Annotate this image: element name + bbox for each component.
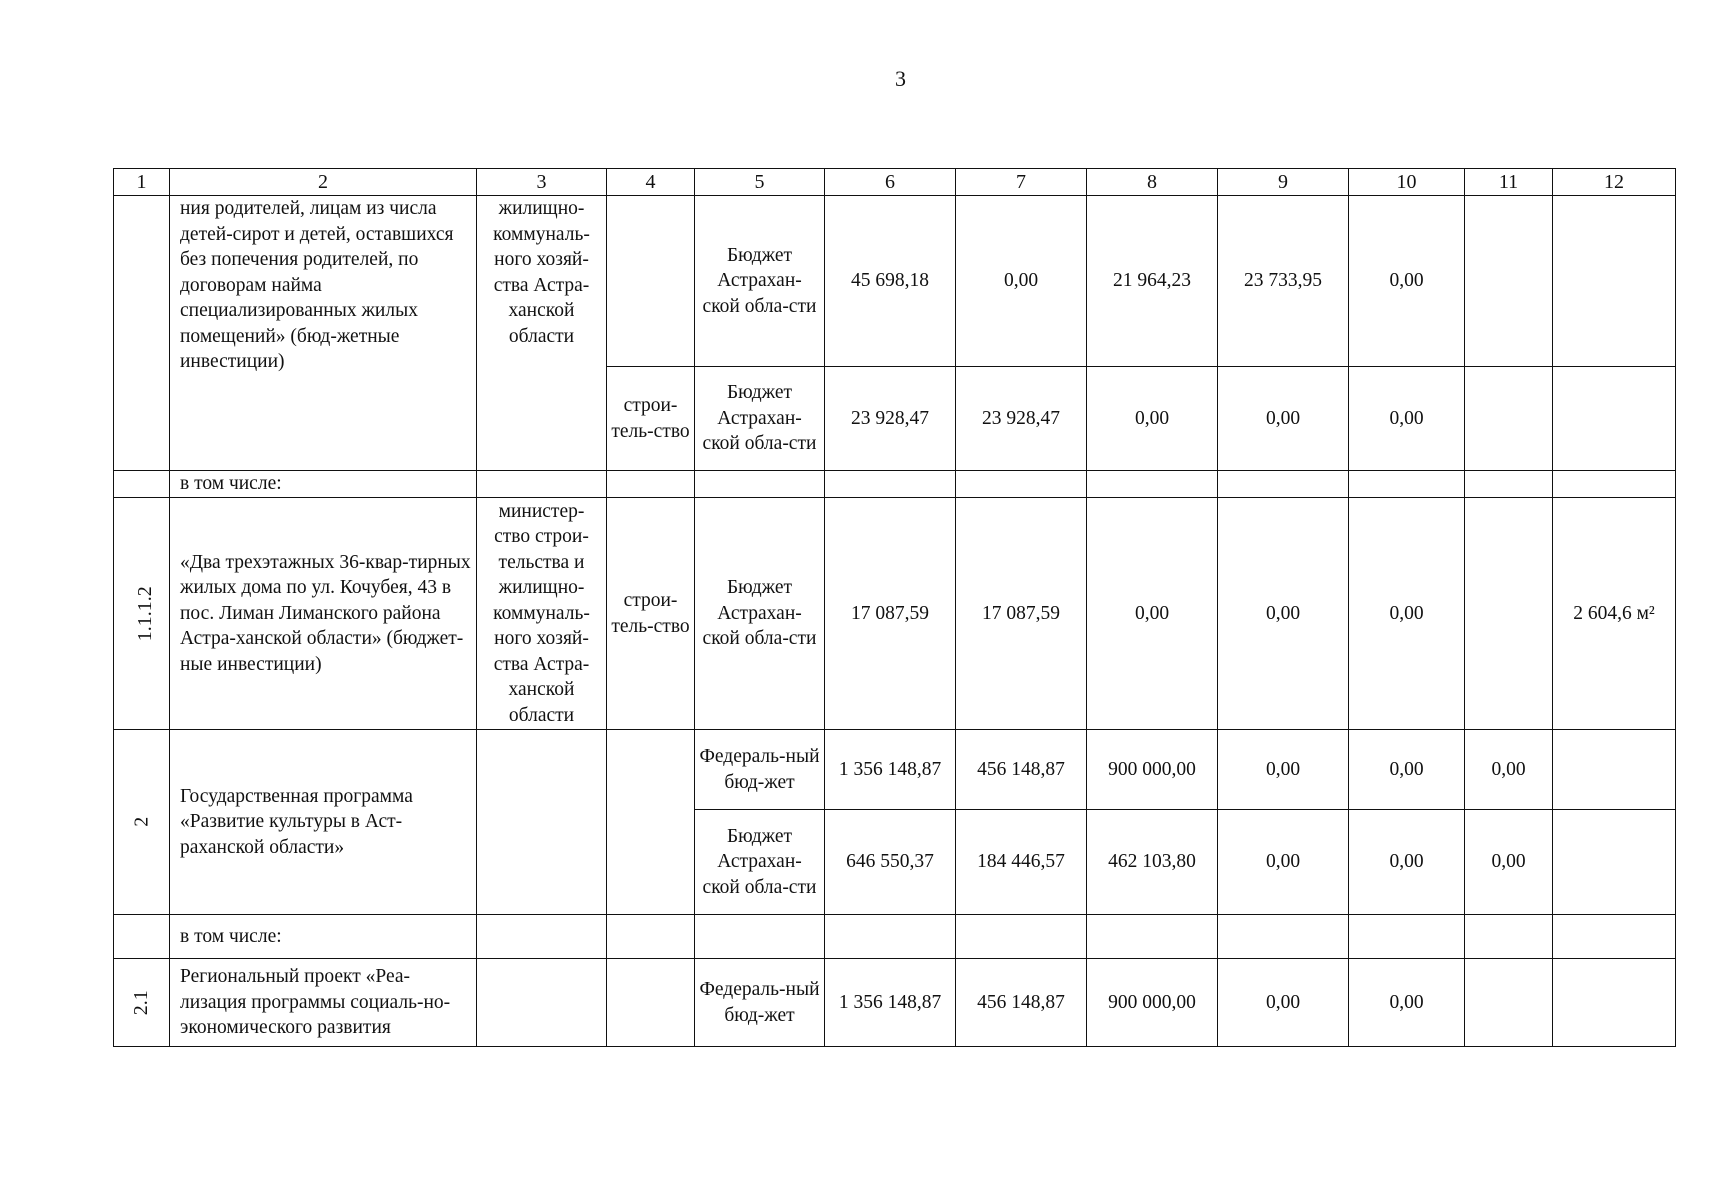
value-cell-11 [1465, 498, 1553, 730]
value-cell-8: 900 000,00 [1087, 730, 1218, 810]
header-cell: 5 [695, 169, 825, 196]
empty-cell [477, 915, 607, 959]
value-cell-8: 21 964,23 [1087, 196, 1218, 367]
value-cell-10: 0,00 [1349, 367, 1465, 471]
value-cell-8: 0,00 [1087, 367, 1218, 471]
item-name-cell: «Два трехэтажных 36-квар-тирных жилых дома по ул. Кочубея, 43 в пос. Лиман Лиманского района Астра-ханской области» (бюджет-ные инвестиции) [170, 498, 477, 730]
value-cell-11 [1465, 367, 1553, 471]
funding-source-cell: Федераль-ный бюд-жет [695, 730, 825, 810]
row-id-cell [114, 471, 170, 498]
value-cell-12: 2 604,6 м² [1553, 498, 1676, 730]
row-id-cell [114, 730, 170, 915]
row-id: 2.1 [129, 990, 152, 1015]
row-id-cell [114, 915, 170, 959]
empty-cell [1465, 915, 1553, 959]
empty-cell [1553, 471, 1676, 498]
empty-cell [1349, 471, 1465, 498]
expense-type-cell [607, 730, 695, 915]
value-cell-8: 0,00 [1087, 498, 1218, 730]
expense-type-cell [607, 959, 695, 1047]
value-cell-10: 0,00 [1349, 498, 1465, 730]
funding-source-cell: Бюджет Астрахан-ской обла-сти [695, 367, 825, 471]
header-cell: 9 [1218, 169, 1349, 196]
header-cell: 7 [956, 169, 1087, 196]
empty-cell [1218, 471, 1349, 498]
value-cell-9: 0,00 [1218, 367, 1349, 471]
header-cell: 8 [1087, 169, 1218, 196]
empty-cell [1349, 915, 1465, 959]
empty-cell [825, 915, 956, 959]
empty-cell [825, 471, 956, 498]
value-cell-11: 0,00 [1465, 730, 1553, 810]
table-row [114, 196, 1676, 367]
expense-type-cell [607, 196, 695, 367]
table-row [114, 730, 1676, 810]
value-cell-10: 0,00 [1349, 959, 1465, 1047]
header-cell: 10 [1349, 169, 1465, 196]
responsible-org-cell: министер-ство строи-тельства и жилищно-коммуналь-ного хозяй-ства Астра-ханской области [477, 498, 607, 730]
header-cell: 12 [1553, 169, 1676, 196]
header-cell: 3 [477, 169, 607, 196]
value-cell-6: 646 550,37 [825, 810, 956, 915]
row-id-cell [114, 498, 170, 730]
item-name-cell: Региональный проект «Реа-лизация программы социаль-но-экономического развития [170, 959, 477, 1047]
funding-source-cell: Бюджет Астрахан-ской обла-сти [695, 498, 825, 730]
item-name-cell: в том числе: [170, 471, 477, 498]
responsible-org-cell [477, 959, 607, 1047]
value-cell-7: 0,00 [956, 196, 1087, 367]
value-cell-11 [1465, 959, 1553, 1047]
funding-source-cell: Бюджет Астрахан-ской обла-сти [695, 196, 825, 367]
header-cell: 6 [825, 169, 956, 196]
value-cell-11 [1465, 196, 1553, 367]
header-row [114, 169, 1676, 196]
value-cell-10: 0,00 [1349, 730, 1465, 810]
header-cell: 2 [170, 169, 477, 196]
value-cell-12 [1553, 196, 1676, 367]
row-id-cell [114, 196, 170, 471]
value-cell-8: 462 103,80 [1087, 810, 1218, 915]
empty-cell [695, 915, 825, 959]
empty-cell [1553, 915, 1676, 959]
page-number: 3 [895, 66, 906, 91]
header-cell: 1 [114, 169, 170, 196]
value-cell-12 [1553, 730, 1676, 810]
row-id-cell [114, 959, 170, 1047]
value-cell-7: 456 148,87 [956, 959, 1087, 1047]
value-cell-9: 0,00 [1218, 730, 1349, 810]
value-cell-6: 1 356 148,87 [825, 959, 956, 1047]
value-cell-12 [1553, 367, 1676, 471]
table-row [114, 915, 1676, 959]
item-name-cell: ния родителей, лицам из числа детей-сирот и детей, оставшихся без попечения родителей, по договорам найма специализированных жилых помещений» (бюд-жетные инвестиции) [170, 196, 477, 471]
expense-type-cell: строи-тель-ство [607, 367, 695, 471]
value-cell-12 [1553, 959, 1676, 1047]
header-cell: 4 [607, 169, 695, 196]
empty-cell [1218, 915, 1349, 959]
expense-type-cell: строи-тель-ство [607, 498, 695, 730]
table-row [114, 959, 1676, 1047]
empty-cell [607, 915, 695, 959]
empty-cell [607, 471, 695, 498]
funding-source-cell: Федераль-ный бюд-жет [695, 959, 825, 1047]
empty-cell [1087, 915, 1218, 959]
value-cell-7: 184 446,57 [956, 810, 1087, 915]
empty-cell [695, 471, 825, 498]
value-cell-9: 0,00 [1218, 959, 1349, 1047]
value-cell-11: 0,00 [1465, 810, 1553, 915]
budget-table [113, 168, 1676, 1047]
item-name-cell: Государственная программа «Развитие культуры в Аст-раханской области» [170, 730, 477, 915]
value-cell-6: 1 356 148,87 [825, 730, 956, 810]
value-cell-7: 23 928,47 [956, 367, 1087, 471]
value-cell-8: 900 000,00 [1087, 959, 1218, 1047]
value-cell-6: 23 928,47 [825, 367, 956, 471]
value-cell-10: 0,00 [1349, 196, 1465, 367]
row-id: 2 [129, 817, 152, 827]
value-cell-12 [1553, 810, 1676, 915]
header-cell: 11 [1465, 169, 1553, 196]
value-cell-6: 17 087,59 [825, 498, 956, 730]
value-cell-7: 17 087,59 [956, 498, 1087, 730]
value-cell-6: 45 698,18 [825, 196, 956, 367]
value-cell-7: 456 148,87 [956, 730, 1087, 810]
responsible-org-cell [477, 730, 607, 915]
funding-source-cell: Бюджет Астрахан-ской обла-сти [695, 810, 825, 915]
empty-cell [956, 915, 1087, 959]
responsible-org-cell: жилищно-коммуналь-ного хозяй-ства Астра-ханской области [477, 196, 607, 471]
empty-cell [477, 471, 607, 498]
value-cell-10: 0,00 [1349, 810, 1465, 915]
value-cell-9: 0,00 [1218, 810, 1349, 915]
value-cell-9: 0,00 [1218, 498, 1349, 730]
table-row [114, 471, 1676, 498]
empty-cell [956, 471, 1087, 498]
empty-cell [1465, 471, 1553, 498]
row-id: 1.1.1.2 [133, 586, 156, 641]
empty-cell [1087, 471, 1218, 498]
table-row [114, 498, 1676, 730]
item-name-cell: в том числе: [170, 915, 477, 959]
value-cell-9: 23 733,95 [1218, 196, 1349, 367]
